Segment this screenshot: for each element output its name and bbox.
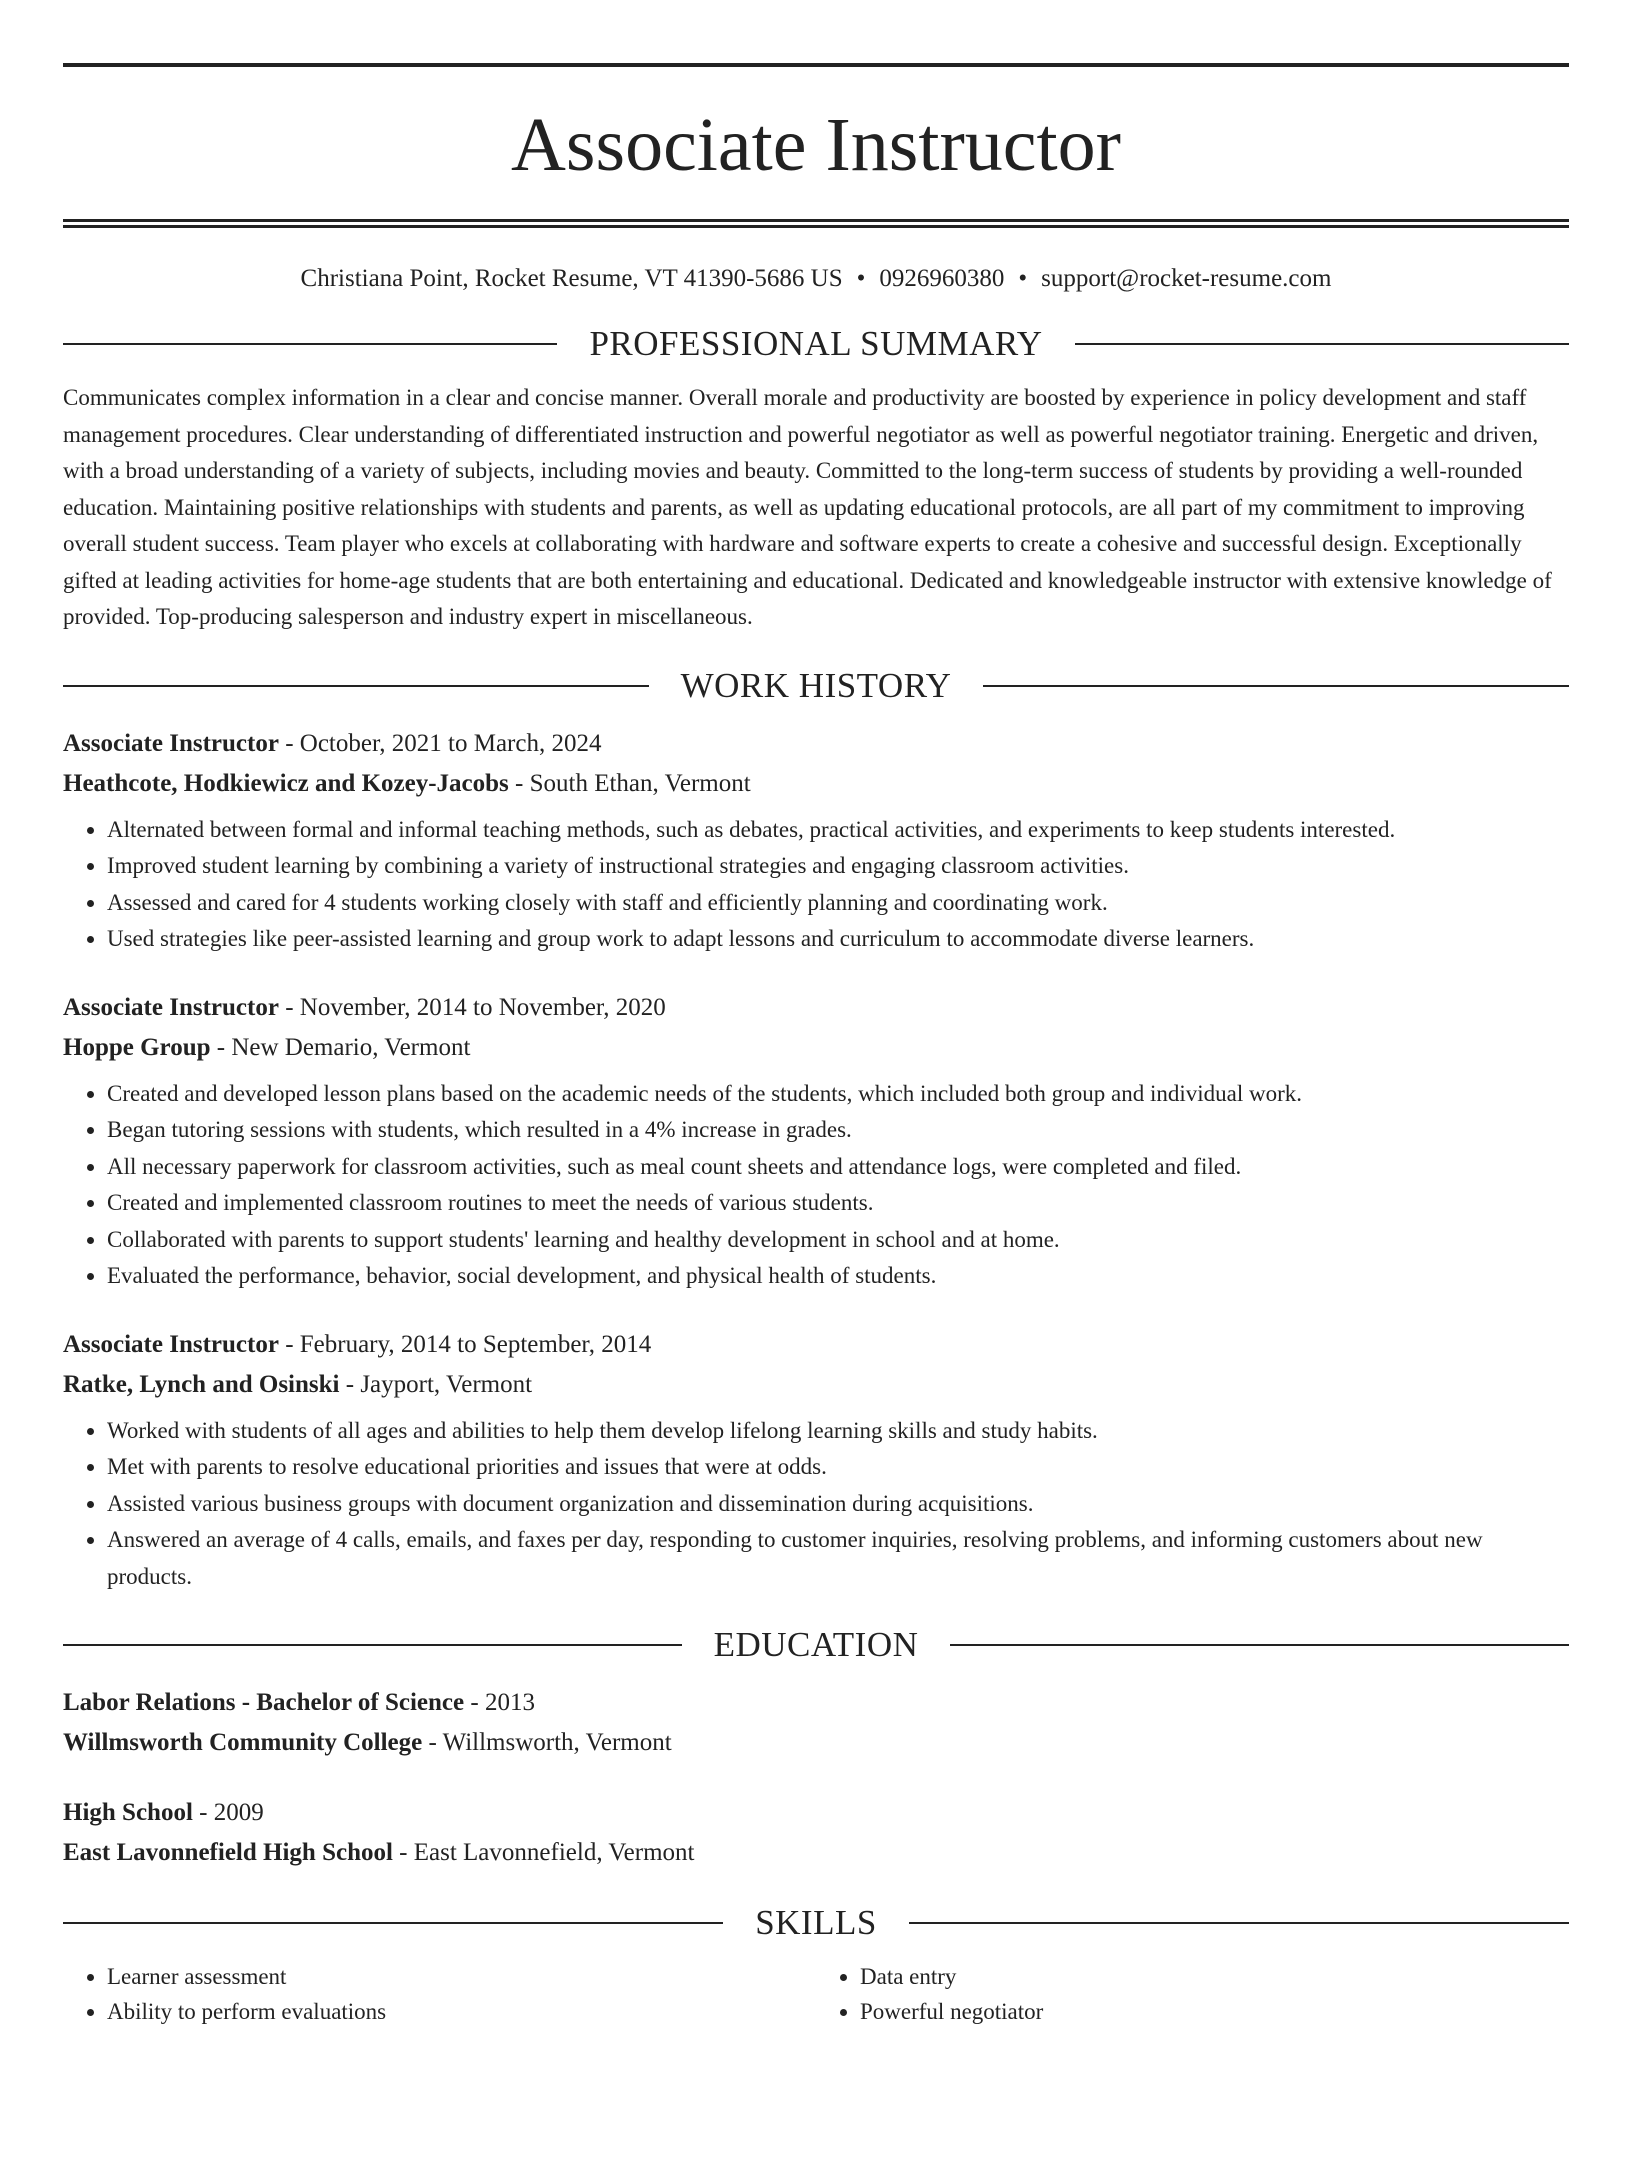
job-role: Associate Instructor — [63, 993, 279, 1021]
education-degree-line — [63, 1793, 1569, 1833]
skill-item: • Ability to perform evaluations — [107, 1994, 816, 2029]
job-bullets — [63, 1076, 1569, 1295]
education-location: - East Lavonnefield, Vermont — [392, 1839, 695, 1866]
job-company-line — [63, 764, 1569, 804]
contact-address: Christiana Point, Rocket Resume, VT 41390-5686 US — [300, 265, 843, 292]
section-header-skills — [63, 1901, 1569, 1945]
job-bullet: • Evaluated the performance, behavior, social development, and physical health of students. — [107, 1258, 1569, 1295]
job-location: - South Ethan, Vermont — [508, 769, 751, 797]
job-role: Associate Instructor — [63, 1330, 279, 1358]
job-bullet: • Assisted various business groups with document organization and dissemination during acquisitions. — [107, 1486, 1569, 1523]
education-year: - 2009 — [192, 1799, 264, 1826]
skill-item: • Data entry — [860, 1959, 1569, 1994]
section-rule-right — [1075, 343, 1569, 345]
education-school: East Lavonnefield High School — [63, 1839, 393, 1866]
section-rule-right — [909, 1922, 1569, 1924]
education-school-line — [63, 1833, 1569, 1873]
header-double-rule — [63, 219, 1569, 228]
education-degree-line — [63, 1683, 1569, 1723]
job-bullet: • Created and developed lesson plans based on the academic needs of the students, which included both group and individual work. — [107, 1076, 1569, 1113]
summary-text: Communicates complex information in a clear and concise manner. Overall morale and productivity are boosted by experience in policy development and staff management procedures. Clear understanding of differentiated instruction and powerful negotiator as well as powerful negotiator training. Energetic and driven, with a broad understanding of a variety of subjects, including movies and beauty. Committed to the long-term success of students by providing a well-rounded education. Maintaining positive relationships with students and parents, as well as updating educational protocols, are all part of my commitment to improving overall student success. Team player who excels at collaborating with hardware and software experts to create a cohesive and successful design. Exceptionally gifted at leading activities for home-age students that are both entertaining and educational. Dedicated and knowledgeable instructor with extensive knowledge of provided. Top-producing salesperson and industry expert in miscellaneous. — [63, 385, 1552, 629]
job-bullet: • Collaborated with parents to support students' learning and healthy development in school and at home. — [107, 1222, 1569, 1259]
skills-columns — [63, 1959, 1569, 2029]
job-company: Heathcote, Hodkiewicz and Kozey-Jacobs — [63, 769, 509, 797]
job-bullet: • Met with parents to resolve educational priorities and issues that were at odds. — [107, 1449, 1569, 1486]
education-year: - 2013 — [464, 1689, 535, 1716]
job-role: Associate Instructor — [63, 729, 279, 757]
job-bullet: • Began tutoring sessions with students, which resulted in a 4% increase in grades. — [107, 1112, 1569, 1149]
job-bullet: • Assessed and cared for 4 students working closely with staff and efficiently planning and coordinating work. — [107, 885, 1569, 922]
resume-name: Associate Instructor — [511, 103, 1121, 187]
job-location: - New Demario, Vermont — [210, 1033, 471, 1061]
section-header-summary — [63, 322, 1569, 366]
header-top-rule — [63, 63, 1569, 67]
section-rule-left — [63, 343, 557, 345]
education-entry — [63, 1793, 1569, 1873]
job-entry — [63, 724, 1569, 958]
section-title-skills: SKILLS — [755, 1903, 877, 1942]
section-header-work — [63, 664, 1569, 708]
job-bullet: • Alternated between formal and informal teaching methods, such as debates, practical activities, and experiments to keep students interested. — [107, 812, 1569, 849]
section-header-education — [63, 1623, 1569, 1667]
section-rule-left — [63, 685, 649, 687]
skills-list-left — [63, 1959, 816, 2029]
section-rule-left — [63, 1644, 682, 1646]
resume-page — [0, 63, 1632, 2175]
job-bullets — [63, 1413, 1569, 1596]
education-entry — [63, 1683, 1569, 1763]
education-degree: High School — [63, 1799, 193, 1826]
job-bullet: • Used strategies like peer-assisted learning and group work to adapt lessons and curriculum to accommodate diverse learners. — [107, 921, 1569, 958]
job-location: - Jayport, Vermont — [339, 1370, 533, 1398]
skill-item: • Powerful negotiator — [860, 1994, 1569, 2029]
job-company: Ratke, Lynch and Osinski — [63, 1370, 340, 1398]
job-dates: - February, 2014 to September, 2014 — [278, 1330, 652, 1358]
contact-email[interactable]: support@rocket-resume.com — [1041, 265, 1332, 292]
education-school: Willmsworth Community College — [63, 1729, 423, 1756]
job-bullet: • Worked with students of all ages and abilities to help them develop lifelong learning skills and study habits. — [107, 1413, 1569, 1450]
skill-item: • Learner assessment — [107, 1959, 816, 1994]
section-title-education: EDUCATION — [713, 1625, 919, 1664]
job-bullet: • All necessary paperwork for classroom activities, such as meal count sheets and attendance logs, were completed and filed. — [107, 1149, 1569, 1186]
section-rule-right — [950, 1644, 1569, 1646]
job-bullet: • Created and implemented classroom routines to meet the needs of various students. — [107, 1185, 1569, 1222]
job-entry — [63, 1325, 1569, 1596]
contact-line — [63, 264, 1569, 294]
job-dates: - October, 2021 to March, 2024 — [278, 729, 602, 757]
job-company-line — [63, 1365, 1569, 1405]
job-title-line — [63, 988, 1569, 1028]
education-school-line — [63, 1723, 1569, 1763]
job-bullets — [63, 812, 1569, 958]
job-dates: - November, 2014 to November, 2020 — [278, 993, 666, 1021]
section-rule-right — [983, 685, 1569, 687]
contact-phone: 0926960380 — [879, 265, 1005, 292]
job-title-line — [63, 1325, 1569, 1365]
education-degree: Labor Relations - Bachelor of Science — [63, 1689, 465, 1716]
job-title-line — [63, 724, 1569, 764]
section-title-summary: PROFESSIONAL SUMMARY — [589, 324, 1043, 363]
contact-separator: • — [856, 265, 866, 292]
job-bullet: • Improved student learning by combining a variety of instructional strategies and engaging classroom activities. — [107, 848, 1569, 885]
section-rule-left — [63, 1922, 723, 1924]
skills-list-right — [816, 1959, 1569, 2029]
section-title-work: WORK HISTORY — [680, 665, 952, 705]
education-location: - Willmsworth, Vermont — [422, 1729, 672, 1756]
job-entry — [63, 988, 1569, 1295]
contact-separator: • — [1018, 265, 1028, 292]
job-company: Hoppe Group — [63, 1033, 211, 1061]
job-bullet: • Answered an average of 4 calls, emails, and faxes per day, responding to customer inquiries, resolving problems, and informing customers about new products. — [107, 1522, 1569, 1595]
job-company-line — [63, 1028, 1569, 1068]
